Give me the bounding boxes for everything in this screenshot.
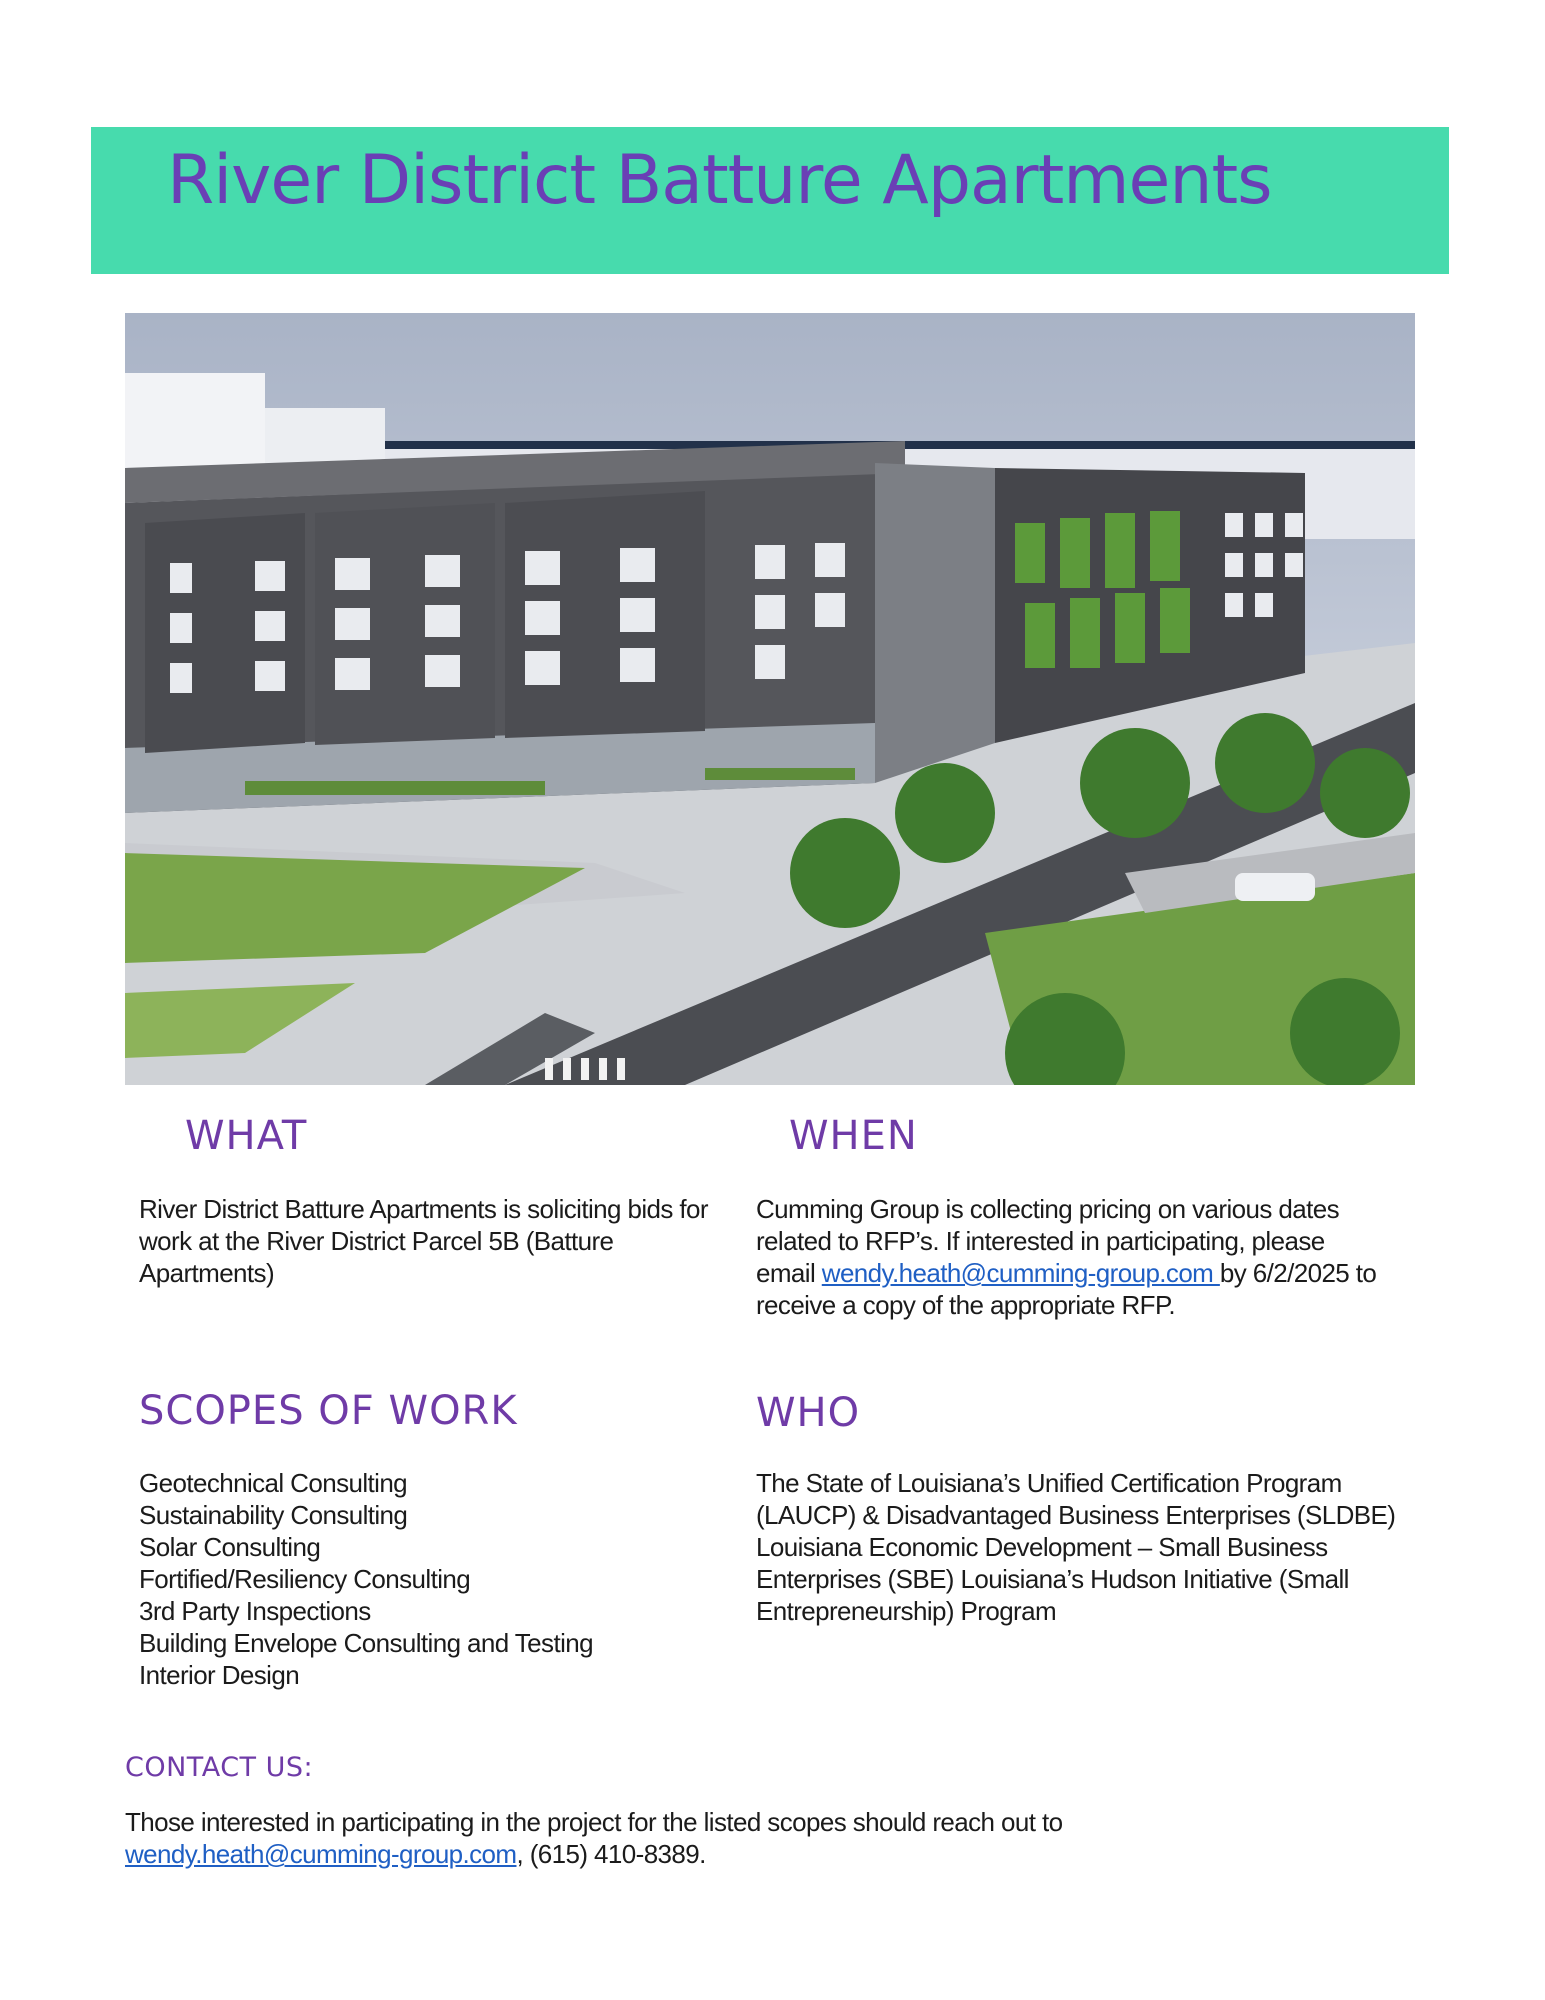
when-email-link[interactable]: wendy.heath@cumming-group.com: [821, 1258, 1220, 1288]
scope-item: 3rd Party Inspections: [139, 1596, 371, 1626]
who-text: The State of Louisiana’s Unified Certification Program (LAUCP) & Disadvantaged Business Enterprises (SLDBE) Louisiana Economic Development – Small Business Enterprises (SBE) Louisiana’s Hudson Initiative (Small Entrepreneurship) Program: [756, 1468, 1396, 1626]
scopes-heading: SCOPES OF WORK: [139, 1388, 518, 1434]
scope-item: Interior Design: [139, 1660, 300, 1690]
what-heading: WHAT: [185, 1113, 308, 1159]
when-text-before: Cumming Group is collecting pricing on various dates related to RFP’s. If interested in participating, please email: [756, 1194, 1339, 1288]
who-body: [756, 1467, 1396, 1627]
contact-text-before: Those interested in participating in the project for the listed scopes should reach out to: [125, 1807, 1063, 1837]
what-text: River District Batture Apartments is soliciting bids for work at the River District Parcel 5B (Batture Apartments): [139, 1194, 708, 1288]
building-rendering-image: [125, 313, 1415, 1085]
when-text-after: by 6/2/2025 to receive a copy of the appropriate RFP.: [756, 1258, 1377, 1320]
what-body: [139, 1193, 719, 1289]
scope-item: Building Envelope Consulting and Testing: [139, 1628, 593, 1658]
who-heading: WHO: [756, 1390, 861, 1436]
scopes-body: [139, 1467, 739, 1691]
when-heading: WHEN: [789, 1113, 918, 1159]
page-title: River District Batture Apartments: [167, 141, 1272, 220]
scope-item: Fortified/Resiliency Consulting: [139, 1564, 471, 1594]
contact-text-after: , (615) 410-8389.: [516, 1839, 706, 1869]
scopes-list: [139, 1467, 739, 1691]
title-banner: [91, 127, 1449, 274]
contact-email-link[interactable]: wendy.heath@cumming-group.com: [125, 1839, 517, 1869]
scope-item: Sustainability Consulting: [139, 1500, 408, 1530]
contact-heading: CONTACT US:: [125, 1752, 314, 1783]
scope-item: Geotechnical Consulting: [139, 1468, 408, 1498]
scope-item: Solar Consulting: [139, 1532, 321, 1562]
contact-body: [125, 1806, 1325, 1870]
when-body: [756, 1193, 1386, 1321]
